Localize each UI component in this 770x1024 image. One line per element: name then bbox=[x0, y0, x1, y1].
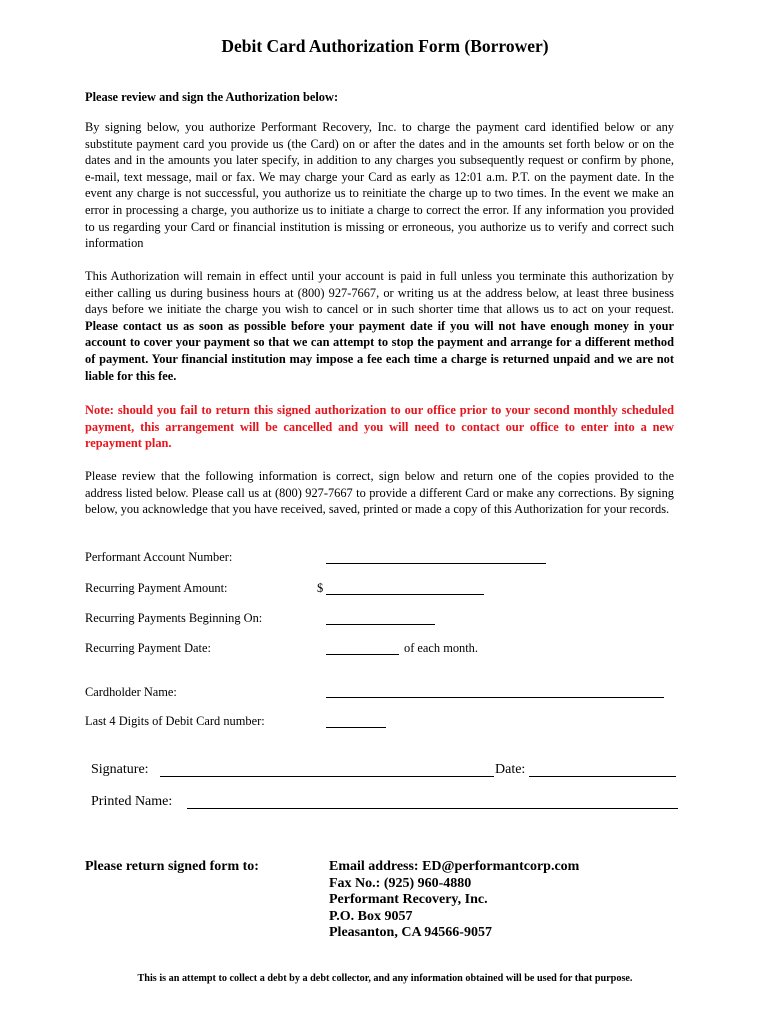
account-number-field[interactable] bbox=[326, 563, 546, 564]
authorization-paragraph: By signing below, you authorize Performant Recovery, Inc. to charge the payment card identified below or any substitute payment card you provide us (the Card) on or after the dates and in the amounts set forth below or on the dates and in the amounts you later specify, in addition to any charges you subsequently request or confirm by phone, e-mail, text message, mail or fax. We may charge your Card as early as 12:01 a.m. P.T. on the payment date. In the event any charge is not successful, you authorize us to reinitiate the charge up to two times. In the event we make an error in processing a charge, you authorize us to initiate a charge to correct the error. If any information you provided to us regarding your Card or financial institution is missing or erroneous, you authorize us to verify and correct such information bbox=[85, 120, 674, 251]
last4-field[interactable] bbox=[326, 727, 386, 728]
dollar-sign: $ bbox=[317, 581, 324, 595]
intro-heading: Please review and sign the Authorization below: bbox=[85, 90, 339, 104]
last4-label: Last 4 Digits of Debit Card number: bbox=[85, 714, 265, 728]
return-email: Email address: ED@performantcorp.com bbox=[329, 859, 580, 874]
debt-collector-disclaimer: This is an attempt to collect a debt by a debt collector, and any information obtained will be used for that purpose. bbox=[137, 973, 633, 984]
beginning-on-field[interactable] bbox=[326, 624, 435, 625]
duration-paragraph bbox=[85, 268, 674, 384]
return-fax: Fax No.: (925) 960-4880 bbox=[329, 875, 472, 891]
each-month-text: of each month. bbox=[404, 641, 478, 655]
page-title: Debit Card Authorization Form (Borrower) bbox=[221, 36, 549, 56]
payment-amount-label: Recurring Payment Amount: bbox=[85, 581, 228, 595]
review-paragraph: Please review that the following information is correct, sign below and return one of the copies provided to the address listed below. Please call us at (800) 927-7667 to provide a different Card or make any corrections. By signing below, you acknowledge that you have received, saved, printed or made a copy of this Authorization for your records. bbox=[85, 469, 674, 517]
date-field[interactable] bbox=[529, 776, 676, 777]
signature-field[interactable] bbox=[160, 776, 494, 777]
cancellation-note: Note: should you fail to return this signed authorization to our office prior to your second monthly scheduled payment, this arrangement will be cancelled and you will need to contact our office to enter into a new repayment plan. bbox=[85, 403, 674, 451]
cardholder-name-label: Cardholder Name: bbox=[85, 685, 177, 699]
payment-date-label: Recurring Payment Date: bbox=[85, 641, 211, 655]
return-po-box: P.O. Box 9057 bbox=[329, 908, 413, 924]
duration-text: This Authorization will remain in effect until your account is paid in full unless you terminate this authorization by either calling us during business hours at (800) 927-7667, or writing us at the address below, at least three business days before we initiate the charge you wish to cancel or in such shorter time that allows us to act on your request. bbox=[85, 269, 674, 317]
beginning-on-label: Recurring Payments Beginning On: bbox=[85, 611, 263, 625]
return-company: Performant Recovery, Inc. bbox=[329, 892, 488, 908]
contact-warning-text: Please contact us as soon as possible before your payment date if you will not have enough money in your account to cover your payment so that we can attempt to stop the payment and arrange for a different method of payment. Your financial institution may impose a fee each time a charge is returned unpaid and we are not liable for this fee. bbox=[85, 318, 674, 383]
return-form-label: Please return signed form to: bbox=[85, 859, 259, 874]
return-city: Pleasanton, CA 94566-9057 bbox=[329, 925, 492, 941]
account-number-label: Performant Account Number: bbox=[85, 550, 233, 564]
payment-date-field[interactable] bbox=[326, 654, 399, 655]
payment-amount-field[interactable] bbox=[326, 594, 484, 595]
cardholder-name-field[interactable] bbox=[326, 697, 664, 698]
printed-name-field[interactable] bbox=[187, 808, 678, 809]
printed-name-label: Printed Name: bbox=[91, 794, 173, 809]
date-label: Date: bbox=[495, 762, 526, 777]
return-address-block bbox=[329, 859, 579, 942]
signature-label: Signature: bbox=[91, 762, 149, 777]
